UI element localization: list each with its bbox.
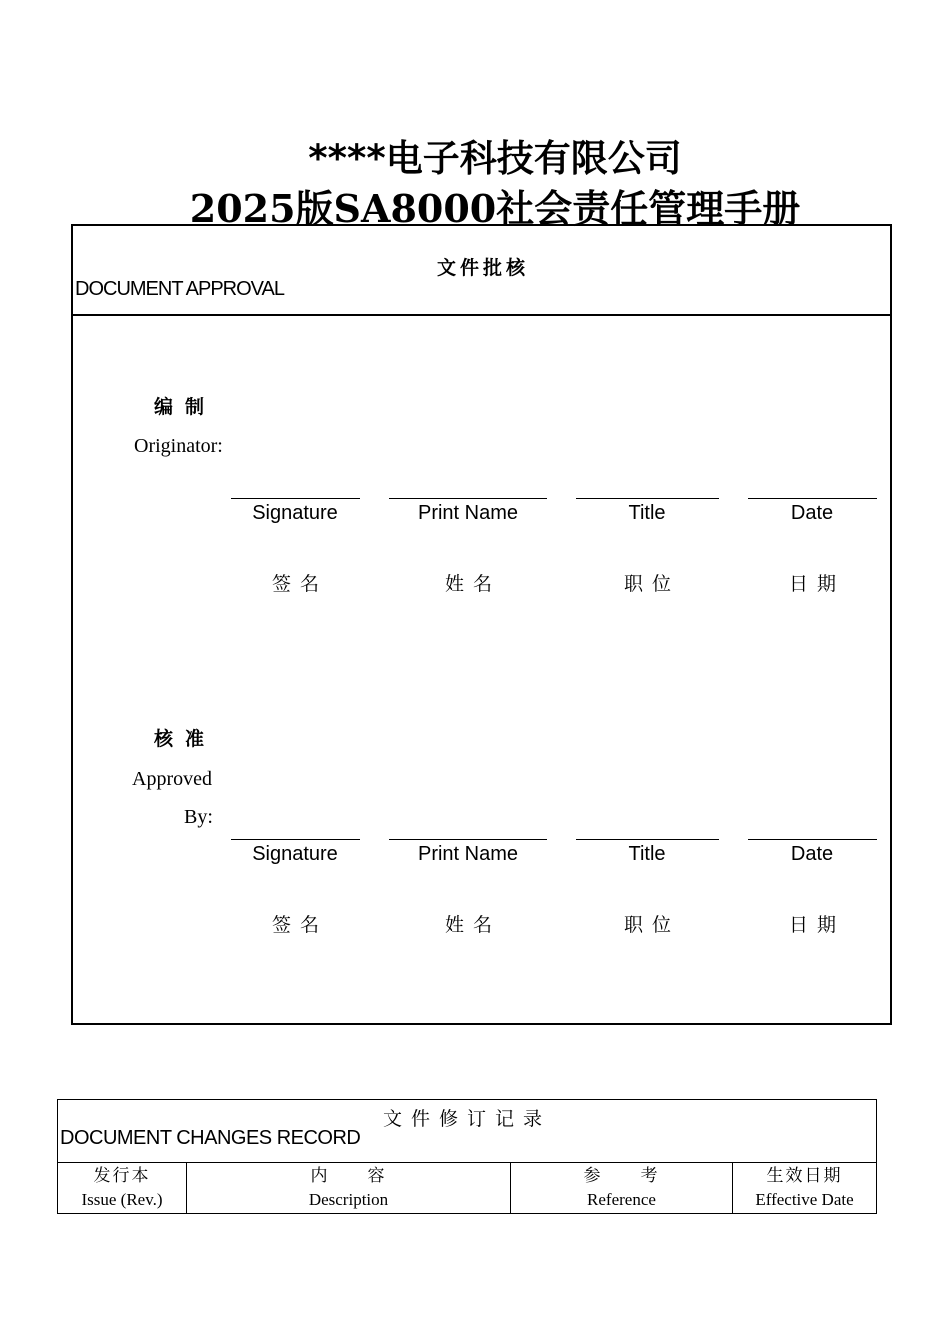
column-issue: [58, 1163, 187, 1214]
approval-heading-cn: 文件批核: [436, 257, 529, 279]
approved-date-label: Date: [790, 843, 834, 865]
approved-signature-label-cn: 签名: [271, 914, 328, 936]
originator-label-cn: 编制: [154, 396, 217, 418]
column-issue-en: Issue (Rev.): [81, 1190, 163, 1209]
column-effective-date-en: Effective Date: [755, 1190, 854, 1209]
column-reference-cn: 参 考: [583, 1166, 660, 1186]
approved-print-name-label: Print Name: [417, 843, 519, 865]
approved-label-en: Approved: [132, 768, 212, 790]
changes-heading-en: DOCUMENT CHANGES RECORD: [60, 1127, 361, 1149]
originator-title-label: Title: [628, 502, 666, 524]
changes-header: [58, 1100, 877, 1163]
manual-title: 2025版SA8000社会责任管理手册: [189, 186, 801, 231]
column-effective-date: [733, 1163, 877, 1214]
originator-signature-line[interactable]: [231, 498, 360, 499]
originator-print-name-line[interactable]: [389, 498, 547, 499]
approved-date-line[interactable]: [748, 839, 877, 840]
column-description: [187, 1163, 511, 1214]
approved-title-label: Title: [628, 843, 666, 865]
approved-label-cn: 核准: [154, 728, 217, 750]
document-changes-table: [57, 1099, 877, 1214]
approved-signature-line[interactable]: [231, 839, 360, 840]
approved-signature-label: Signature: [252, 843, 338, 865]
approved-title-line[interactable]: [576, 839, 719, 840]
originator-title-label-cn: 职位: [623, 573, 680, 595]
document-approval-box: [71, 224, 892, 1025]
approved-print-name-line[interactable]: [389, 839, 547, 840]
originator-date-label-cn: 日期: [788, 573, 845, 595]
company-name: ****电子科技有限公司: [308, 137, 682, 180]
approval-heading-en: DOCUMENT APPROVAL: [75, 278, 284, 300]
originator-date-label: Date: [790, 502, 834, 524]
approved-date-label-cn: 日期: [788, 914, 845, 936]
column-reference-en: Reference: [587, 1190, 656, 1209]
originator-label-en: Originator:: [134, 435, 223, 457]
originator-date-line[interactable]: [748, 498, 877, 499]
column-description-en: Description: [308, 1190, 389, 1209]
column-reference: [511, 1163, 733, 1214]
originator-signature-label-cn: 签名: [271, 573, 328, 595]
approved-title-label-cn: 职位: [623, 914, 680, 936]
originator-print-name-label: Print Name: [417, 502, 519, 524]
originator-title-line[interactable]: [576, 498, 719, 499]
approved-label-en-2: By:: [184, 806, 213, 828]
originator-signature-label: Signature: [252, 502, 338, 524]
column-description-cn: 内 容: [310, 1166, 387, 1186]
changes-heading-cn: 文件修订记录: [382, 1108, 551, 1130]
column-issue-cn: 发行本: [93, 1166, 151, 1186]
column-effective-date-cn: 生效日期: [766, 1166, 843, 1186]
approval-header: [73, 226, 890, 316]
approved-print-name-label-cn: 姓名: [444, 914, 501, 936]
originator-print-name-label-cn: 姓名: [444, 573, 501, 595]
